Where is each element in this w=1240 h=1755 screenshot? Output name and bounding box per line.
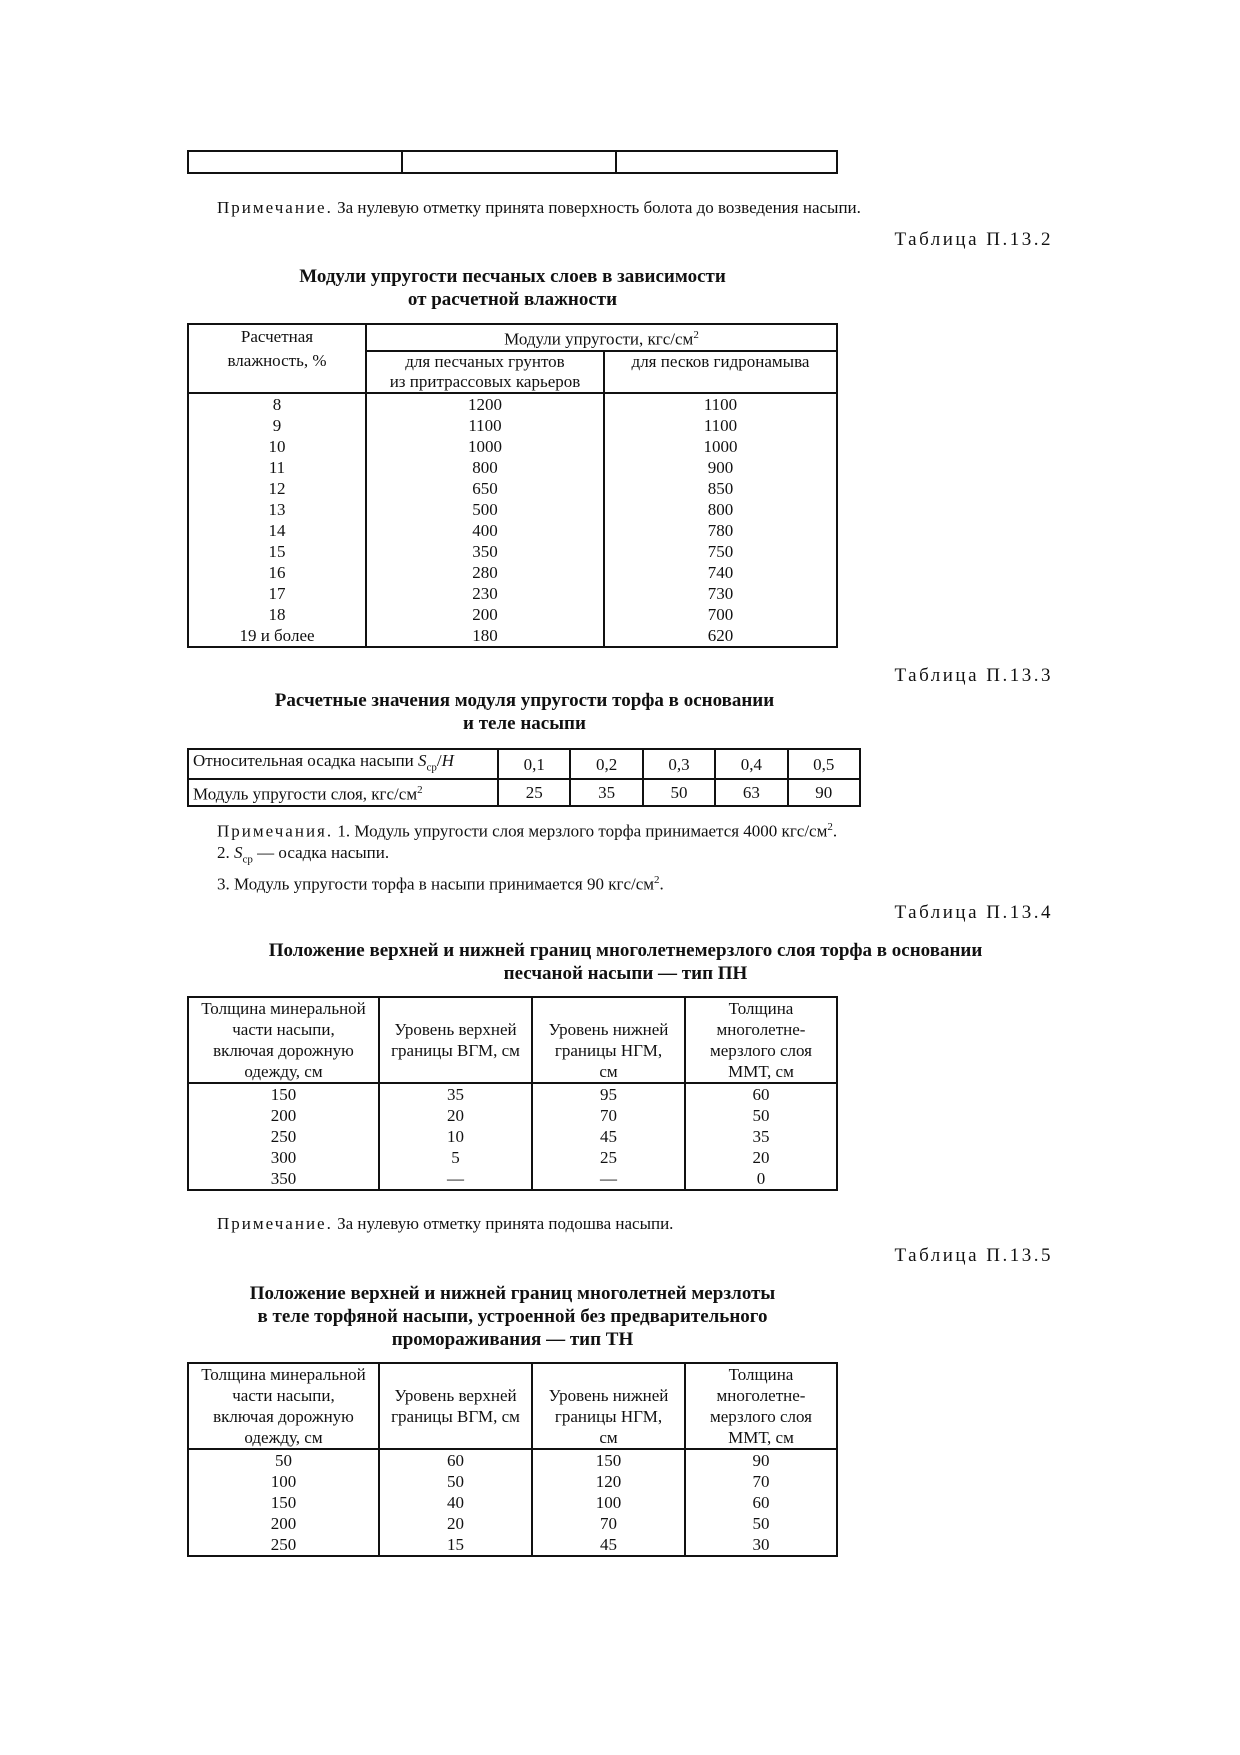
settlement-label-text: Относительная осадка насыпи xyxy=(193,751,419,770)
table-3-title-line-1: Расчетные значения модуля упругости торфа в основании xyxy=(274,690,775,711)
table-cell: 90 xyxy=(788,779,860,806)
table-cell: 350 xyxy=(366,541,604,562)
note-3-l3-text: 3. Модуль упругости торфа в насыпи принимается 90 кгс/см xyxy=(217,874,655,894)
header-line: Уровень нижней xyxy=(548,1020,669,1039)
table-4-header-thickness xyxy=(188,997,379,1083)
table-cell: 40 xyxy=(379,1492,532,1513)
table-row xyxy=(188,520,837,541)
header-line: многолетне- xyxy=(716,1386,806,1405)
table-2-header-modulus xyxy=(366,324,837,351)
table-cell: 13 xyxy=(188,499,366,520)
table-4-title-line-1: Положение верхней и нижней границ многолетнемерзлого слоя торфа в основании xyxy=(268,940,983,961)
note-3-line-3 xyxy=(217,870,837,895)
table-2-body xyxy=(188,393,837,647)
table-cell: 50 xyxy=(685,1513,837,1534)
table-cell: 200 xyxy=(188,1105,379,1126)
table-cell: 1000 xyxy=(604,436,837,457)
table-cell: 70 xyxy=(532,1105,685,1126)
table-5-title-line-3: промораживания — тип ТН xyxy=(391,1329,634,1350)
table-cell: 1000 xyxy=(366,436,604,457)
table-cell: 9 xyxy=(188,415,366,436)
table-row xyxy=(188,393,837,415)
note-3-label: Примечания. xyxy=(217,821,334,841)
note-3-l3-sup: 2 xyxy=(654,874,660,887)
table-2-header-sand xyxy=(366,351,604,393)
header-line: одежду, см xyxy=(244,1062,323,1081)
header-line: включая дорожную xyxy=(213,1407,354,1426)
table-row xyxy=(188,457,837,478)
table-cell: 70 xyxy=(685,1471,837,1492)
table-cell: 16 xyxy=(188,562,366,583)
table-cell: 350 xyxy=(188,1168,379,1190)
header-line: границы ВГМ, см xyxy=(391,1407,520,1426)
table-5-title xyxy=(187,1282,838,1351)
header-line: Толщина xyxy=(728,999,794,1018)
header-moisture-line-1: Расчетная xyxy=(240,327,314,346)
table-cell: 150 xyxy=(188,1083,379,1105)
top-table-fragment xyxy=(187,150,838,174)
header-line: мерзлого слоя xyxy=(709,1041,813,1060)
table-cell: 1100 xyxy=(604,415,837,436)
note-1 xyxy=(217,197,861,218)
table-cell: 20 xyxy=(379,1513,532,1534)
table-4-title xyxy=(187,939,1064,985)
table-cell: 300 xyxy=(188,1147,379,1168)
table-cell: 35 xyxy=(685,1126,837,1147)
table-3 xyxy=(187,748,861,807)
table-row xyxy=(188,625,837,647)
table-cell: 60 xyxy=(379,1449,532,1471)
table-row xyxy=(188,541,837,562)
modulus-label-sup: 2 xyxy=(417,784,423,797)
table-5 xyxy=(187,1362,838,1557)
header-modulus-sup: 2 xyxy=(693,329,699,341)
table-4-header-lower xyxy=(532,997,685,1083)
table-4-body xyxy=(188,1083,837,1190)
table-cell: 20 xyxy=(685,1147,837,1168)
table-cell: 50 xyxy=(188,1449,379,1471)
table-cell: 650 xyxy=(366,478,604,499)
table-row xyxy=(188,436,837,457)
table-row xyxy=(188,1534,837,1556)
table-row xyxy=(188,604,837,625)
table-cell: 500 xyxy=(366,499,604,520)
table-5-title-line-1: Положение верхней и нижней границ многолетней мерзлоты xyxy=(249,1283,776,1304)
note-3-l1-end: . xyxy=(832,821,838,841)
note-3-line-2 xyxy=(217,842,837,870)
settlement-label-s: S xyxy=(418,751,427,770)
table-cell: 780 xyxy=(604,520,837,541)
table-cell: 15 xyxy=(379,1534,532,1556)
table-cell: 35 xyxy=(570,779,642,806)
table-2-title-line-2: от расчетной влажности xyxy=(407,289,618,310)
header-modulus-text: Модули упругости, кгс/см xyxy=(504,329,694,349)
top-table-cell xyxy=(402,151,616,173)
table-5-label: Таблица П.13.5 xyxy=(894,1245,1053,1266)
settlement-label-h: H xyxy=(441,751,454,770)
table-3-title xyxy=(187,689,862,735)
table-4-label: Таблица П.13.4 xyxy=(894,902,1053,923)
table-cell: 63 xyxy=(715,779,787,806)
table-cell: 45 xyxy=(532,1126,685,1147)
header-line: см xyxy=(599,1428,618,1447)
table-row xyxy=(188,1126,837,1147)
table-cell: 100 xyxy=(188,1471,379,1492)
note-3-line-1 xyxy=(217,817,837,842)
table-cell: — xyxy=(379,1168,532,1190)
table-cell: 250 xyxy=(188,1534,379,1556)
table-cell: 180 xyxy=(366,625,604,647)
settlement-label-sub: ср xyxy=(426,761,437,774)
table-cell: 50 xyxy=(685,1105,837,1126)
header-line: Уровень нижней xyxy=(548,1386,669,1405)
table-cell: 70 xyxy=(532,1513,685,1534)
note-3-l3-end: . xyxy=(659,874,664,894)
table-cell: 400 xyxy=(366,520,604,541)
table-4-header-upper xyxy=(379,997,532,1083)
table-row xyxy=(188,415,837,436)
table-cell: 50 xyxy=(379,1471,532,1492)
header-line: ММТ, см xyxy=(728,1428,794,1447)
table-5-header-upper xyxy=(379,1363,532,1449)
note-3-l2-a: 2. xyxy=(217,842,234,862)
note-3-l2-sub: ср xyxy=(242,853,253,866)
table-cell: 35 xyxy=(379,1083,532,1105)
table-cell: 620 xyxy=(604,625,837,647)
header-line: границы НГМ, xyxy=(554,1407,663,1426)
table-cell: 800 xyxy=(366,457,604,478)
table-cell: 1100 xyxy=(604,393,837,415)
table-cell: 280 xyxy=(366,562,604,583)
table-5-body xyxy=(188,1449,837,1556)
table-cell: 200 xyxy=(366,604,604,625)
table-cell: 5 xyxy=(379,1147,532,1168)
table-cell: 100 xyxy=(532,1492,685,1513)
header-line: многолетне- xyxy=(716,1020,806,1039)
table-cell: 250 xyxy=(188,1126,379,1147)
table-cell: 230 xyxy=(366,583,604,604)
table-cell: 10 xyxy=(188,436,366,457)
table-cell: 11 xyxy=(188,457,366,478)
table-4-title-line-2: песчаной насыпи — тип ПН xyxy=(503,963,748,984)
table-cell: 900 xyxy=(604,457,837,478)
table-2-header-moisture xyxy=(188,324,366,393)
table-4-header-mmt xyxy=(685,997,837,1083)
table-5-header-mmt xyxy=(685,1363,837,1449)
table-cell: 20 xyxy=(379,1105,532,1126)
note-3-l1-text: 1. Модуль упругости слоя мерзлого торфа принимается 4000 кгс/см xyxy=(337,821,828,841)
table-row xyxy=(188,478,837,499)
table-cell: 150 xyxy=(532,1449,685,1471)
table-cell: 15 xyxy=(188,541,366,562)
header-line: Уровень верхней xyxy=(394,1386,517,1405)
header-line: Уровень верхней xyxy=(394,1020,517,1039)
table-cell: 750 xyxy=(604,541,837,562)
table-cell: 12 xyxy=(188,478,366,499)
header-sand-line-1: для песчаных грунтов xyxy=(405,351,565,371)
table-cell: 60 xyxy=(685,1492,837,1513)
table-cell: 0,5 xyxy=(788,749,860,779)
header-line: см xyxy=(599,1062,618,1081)
table-3-row-settlement-label xyxy=(188,749,498,779)
table-cell: 0,2 xyxy=(570,749,642,779)
header-line: границы ВГМ, см xyxy=(391,1041,520,1060)
table-3-row-modulus-label xyxy=(188,779,498,806)
table-2-title-line-1: Модули упругости песчаных слоев в зависимости xyxy=(299,266,726,287)
table-5-header-lower xyxy=(532,1363,685,1449)
table-row xyxy=(188,499,837,520)
header-line: части насыпи, xyxy=(232,1386,335,1405)
table-cell: 1100 xyxy=(366,415,604,436)
table-cell: 45 xyxy=(532,1534,685,1556)
header-line: Толщина xyxy=(728,1365,794,1384)
table-row xyxy=(188,1105,837,1126)
table-cell: 150 xyxy=(188,1492,379,1513)
header-line: ММТ, см xyxy=(728,1062,794,1081)
table-cell: — xyxy=(532,1168,685,1190)
table-cell: 800 xyxy=(604,499,837,520)
top-table-cell xyxy=(616,151,837,173)
table-cell: 18 xyxy=(188,604,366,625)
table-row xyxy=(188,1492,837,1513)
header-line: мерзлого слоя xyxy=(709,1407,813,1426)
table-cell: 8 xyxy=(188,393,366,415)
header-line: Толщина минеральной xyxy=(201,1365,366,1384)
table-cell: 700 xyxy=(604,604,837,625)
table-cell: 730 xyxy=(604,583,837,604)
header-line: границы НГМ, xyxy=(554,1041,663,1060)
top-table-cell xyxy=(188,151,402,173)
table-cell: 850 xyxy=(604,478,837,499)
table-cell: 30 xyxy=(685,1534,837,1556)
table-cell: 90 xyxy=(685,1449,837,1471)
table-row xyxy=(188,1513,837,1534)
table-row xyxy=(188,1168,837,1190)
table-cell: 1200 xyxy=(366,393,604,415)
table-row xyxy=(188,583,837,604)
note-3 xyxy=(217,817,837,895)
table-3-title-line-2: и теле насыпи xyxy=(463,713,586,734)
note-3-l2-s: S xyxy=(234,842,243,862)
table-cell: 0,1 xyxy=(498,749,570,779)
table-row xyxy=(188,1083,837,1105)
modulus-label-text: Модуль упругости слоя, кгс/см xyxy=(193,785,418,805)
note-1-label: Примечание. xyxy=(217,198,333,217)
header-line: включая дорожную xyxy=(213,1041,354,1060)
table-cell: 0 xyxy=(685,1168,837,1190)
table-cell: 17 xyxy=(188,583,366,604)
table-cell: 95 xyxy=(532,1083,685,1105)
table-row xyxy=(188,1471,837,1492)
header-sand-line-2: из притрассовых карьеров xyxy=(389,371,581,391)
table-2-label: Таблица П.13.2 xyxy=(894,229,1053,250)
table-cell: 50 xyxy=(643,779,715,806)
table-cell: 14 xyxy=(188,520,366,541)
table-row xyxy=(188,1449,837,1471)
table-row xyxy=(188,1147,837,1168)
note-4-label: Примечание. xyxy=(217,1214,333,1233)
note-4 xyxy=(217,1213,673,1234)
table-4 xyxy=(187,996,838,1191)
note-3-l2-b: — осадка насыпи. xyxy=(252,842,390,862)
note-1-text: За нулевую отметку принята поверхность болота до возведения насыпи. xyxy=(337,198,861,217)
table-cell: 200 xyxy=(188,1513,379,1534)
table-cell: 120 xyxy=(532,1471,685,1492)
table-cell: 10 xyxy=(379,1126,532,1147)
table-3-label: Таблица П.13.3 xyxy=(894,665,1053,686)
note-3-l1-sup: 2 xyxy=(827,821,833,833)
table-3-row-settlement xyxy=(188,749,860,779)
table-3-row-modulus xyxy=(188,779,860,806)
table-cell: 25 xyxy=(498,779,570,806)
table-cell: 25 xyxy=(532,1147,685,1168)
table-2-title xyxy=(187,265,838,311)
header-line: Толщина минеральной xyxy=(201,999,366,1018)
settlement-label-slash: / xyxy=(436,751,442,770)
header-line: части насыпи, xyxy=(232,1020,335,1039)
header-line: одежду, см xyxy=(244,1428,323,1447)
table-5-header-thickness xyxy=(188,1363,379,1449)
table-5-title-line-2: в теле торфяной насыпи, устроенной без предварительного xyxy=(257,1306,768,1327)
table-cell: 60 xyxy=(685,1083,837,1105)
table-cell: 0,3 xyxy=(643,749,715,779)
table-cell: 19 и более xyxy=(188,625,366,647)
table-cell: 0,4 xyxy=(715,749,787,779)
table-row xyxy=(188,562,837,583)
note-4-text: За нулевую отметку принята подошва насыпи. xyxy=(337,1214,674,1233)
table-2-header-hydro: для песков гидронамыва xyxy=(604,351,837,393)
table-cell: 740 xyxy=(604,562,837,583)
table-2 xyxy=(187,323,838,648)
header-moisture-line-2: влажность, % xyxy=(227,351,327,370)
